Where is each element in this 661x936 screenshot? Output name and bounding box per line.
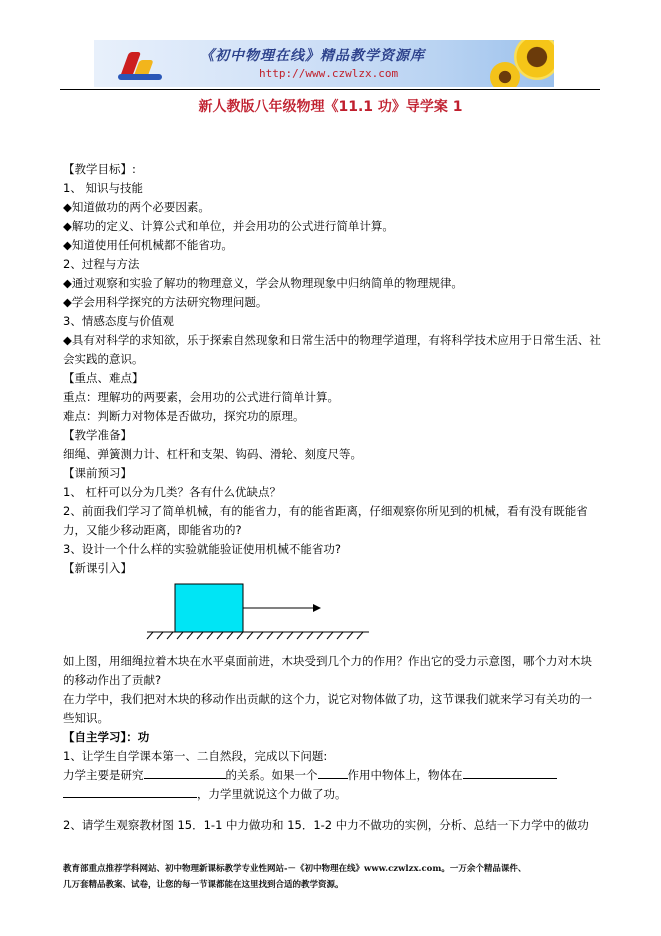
text-line: 细绳、弹簧测力计、杠杆和支架、钩码、滑轮、刻度尺等。 (63, 447, 362, 461)
text-fragment: 力学主要是研究 (63, 768, 144, 782)
text-line: 2、前面我们学习了简单机械，有的能省力，有的能省距离，仔细观察你所见到的机械，看有没有既能省力，又能少移动距离，即能省功的? (63, 504, 588, 537)
text-line: 如上图，用细绳拉着木块在水平桌面前进，木块受到几个力的作用？作出它的受力示意图，哪个力对木块的移动作出了贡献? (63, 654, 592, 687)
text-line: 3、情感态度与价值观 (63, 314, 174, 328)
text-line: 1、 杠杆可以分为几类？各有什么优缺点？ (63, 485, 281, 499)
text-fragment: 作用中物体上，物体在 (347, 768, 463, 782)
footer-line-2: 几万套精品教案、试卷，让您的每一节课都能在这里找到合适的教学资源。 (63, 880, 344, 890)
document-body (63, 160, 603, 835)
text-line: ◆知道使用任何机械都不能省功。 (63, 238, 233, 252)
banner-title: 《初中物理在线》精品教学资源库 (200, 48, 425, 64)
blank-field-3[interactable] (463, 766, 557, 779)
spacer (63, 804, 603, 816)
text-line: 在力学中，我们把对木块的移动作出贡献的这个力，说它对物体做了功，这节课我们就来学习有关功的一些知识。 (63, 692, 592, 725)
document-title: 新人教版八年级物理《11.1 功》导学案 1 (198, 99, 463, 115)
section-heading-key-points: 【重点、难点】 (63, 371, 144, 385)
text-line: 难点：判断力对物体是否做功，探究功的原理。 (63, 409, 305, 423)
section-heading-preview: 【课前预习】 (63, 466, 132, 480)
logo-mark-blue (118, 74, 162, 80)
force-diagram (63, 582, 603, 648)
text-line: ◆学会用科学探究的方法研究物理问题。 (63, 295, 268, 309)
section-heading-preparation: 【教学准备】 (63, 428, 132, 442)
section-heading-objectives: 【教学目标】: (63, 162, 136, 176)
text-line: ◆通过观察和实验了解功的物理意义，学会从物理现象中归纳简单的物理规律。 (63, 276, 463, 290)
arrow-head-icon (313, 604, 321, 612)
force-diagram-svg (63, 582, 603, 648)
blank-field-4[interactable] (63, 785, 197, 798)
blank-field-1[interactable] (144, 766, 226, 779)
hatch-marks (147, 632, 363, 639)
text-line: 3、设计一个什么样的实验就能验证使用机械不能省功? (63, 542, 341, 556)
banner-url[interactable]: http://www.czwlzx.com (259, 67, 399, 80)
text-line: ◆具有对科学的求知欲，乐于探索自然现象和日常生活中的物理学道理，有将科学技术应用于日常生活、社会实践的意识。 (63, 333, 601, 366)
text-line: ◆解功的定义、计算公式和单位，并会用功的公式进行简单计算。 (63, 219, 394, 233)
text-line: 2、过程与方法 (63, 257, 140, 271)
text-fragment: ，力学里就说这个力做了功。 (197, 787, 347, 801)
text-line: ◆知道做功的两个必要因素。 (63, 200, 210, 214)
text-line: 1、 知识与技能 (63, 181, 143, 195)
banner (94, 40, 554, 87)
page-footer (63, 861, 603, 893)
text-fragment: 的关系。如果一个 (225, 768, 318, 782)
fill-in-line (63, 785, 603, 804)
header-divider (60, 89, 600, 90)
section-heading-intro: 【新课引入】 (63, 561, 132, 575)
blank-field-2[interactable] (318, 766, 348, 779)
footer-line-1: 教育部重点推荐学科网站、初中物理新课标教学专业性网站-－《初中物理在线》www.czwlzx.com。一万余个精品课件、 (63, 864, 527, 874)
text-line: 1、让学生自学课本第一、二自然段，完成以下问题: (63, 749, 328, 763)
sunflower-icon (514, 40, 554, 80)
wooden-block (175, 584, 243, 632)
text-line: 2、请学生观察教材图 15．1-1 中力做功和 15．1-2 中力不做功的实例，分析、总结一下力学中的做功 (63, 818, 589, 832)
section-heading-self-study: 【自主学习】：功 (63, 730, 150, 744)
text-line: 重点：理解功的两要素，会用功的公式进行简单计算。 (63, 390, 339, 404)
fill-in-line (63, 766, 603, 785)
